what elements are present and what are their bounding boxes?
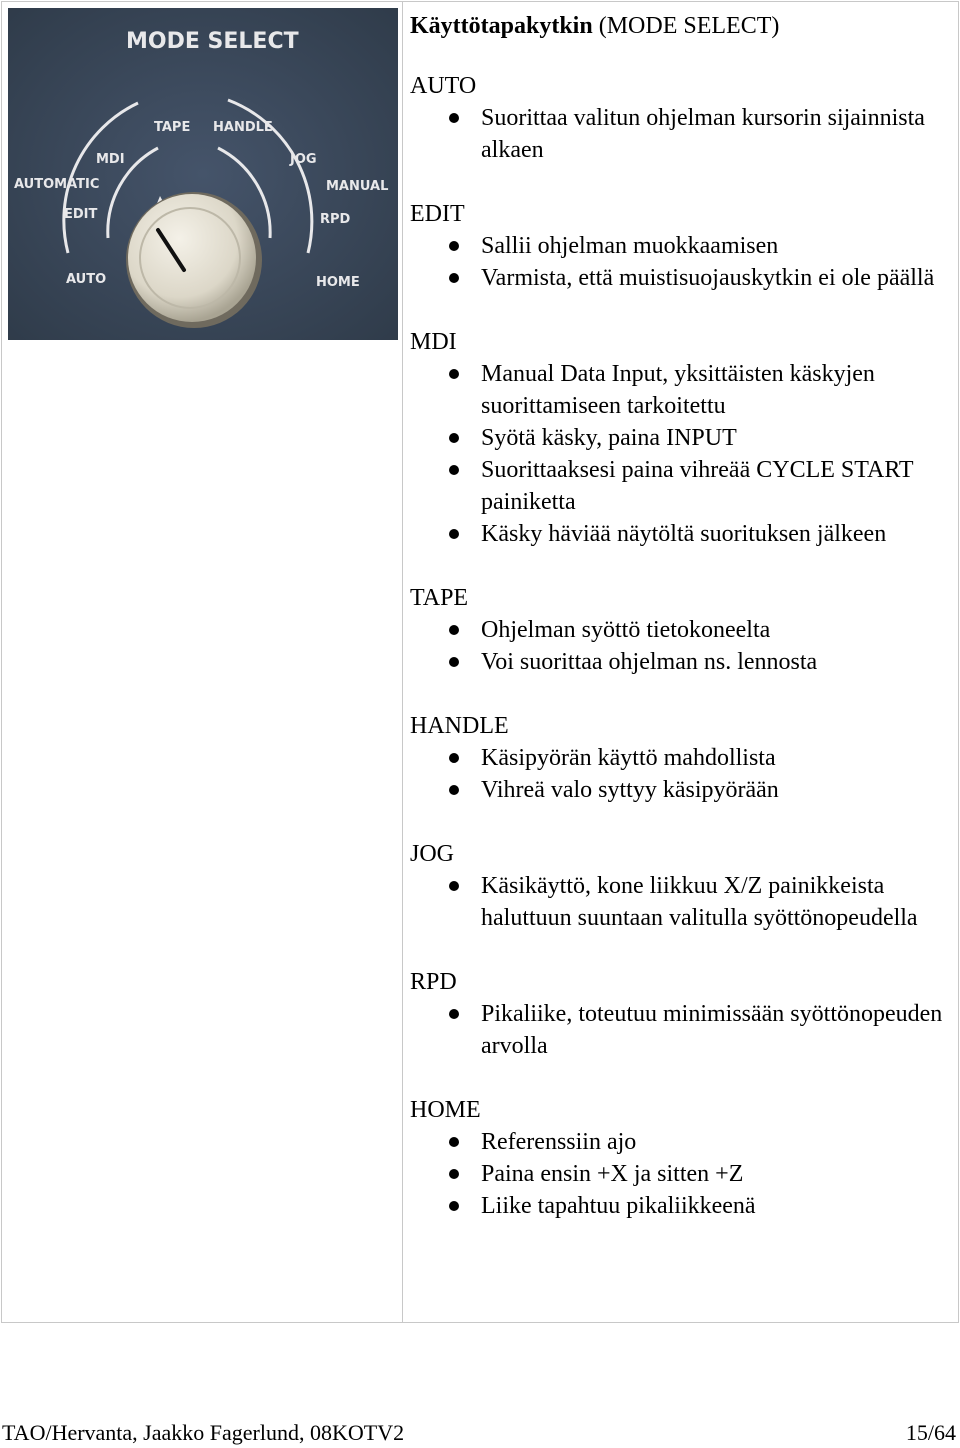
page-number: 15/64 xyxy=(905,1420,956,1445)
bullet-list xyxy=(410,998,955,1062)
list-item: Suorittaaksesi paina vihreää CYCLE START painiketta xyxy=(481,454,955,518)
list-item: Pikaliike, toteutuu minimissään syöttönopeuden arvolla xyxy=(481,998,955,1062)
list-item: Suorittaa valitun ohjelman kursorin sijainnista alkaen xyxy=(481,102,955,166)
section-edit xyxy=(410,198,955,294)
page-title xyxy=(410,10,955,42)
photo-label-handle: HANDLE xyxy=(213,120,273,135)
photo-header: MODE SELECT xyxy=(126,29,299,54)
section-handle xyxy=(410,710,955,806)
photo-label-manual: MANUAL xyxy=(326,179,389,194)
section-heading: EDIT xyxy=(410,201,465,227)
section-heading: TAPE xyxy=(410,585,469,611)
bullet-list xyxy=(410,230,955,294)
sections-list xyxy=(410,70,955,1222)
photo-label-mdi: MDI xyxy=(96,152,125,167)
section-tape xyxy=(410,582,955,678)
list-item: Käsky häviää näytöltä suorituksen jälkeen xyxy=(481,518,955,550)
list-item: Sallii ohjelman muokkaamisen xyxy=(481,230,955,262)
section-heading: RPD xyxy=(410,969,457,995)
title-bold: Käyttötapakytkin xyxy=(410,13,593,39)
photo-label-jog: JOG xyxy=(290,152,317,167)
bullet-list xyxy=(410,358,955,550)
list-item: Syötä käsky, paina INPUT xyxy=(481,422,955,454)
section-home xyxy=(410,1094,955,1222)
section-heading: HOME xyxy=(410,1097,481,1123)
bullet-list xyxy=(410,614,955,678)
photo-label-automatic: AUTOMATIC xyxy=(14,177,100,192)
section-heading: HANDLE xyxy=(410,713,509,739)
list-item: Käsipyörän käyttö mahdollista xyxy=(481,742,955,774)
footer-author: TAO/Hervanta, Jaakko Fagerlund, 08KOTV2 xyxy=(2,1420,405,1445)
list-item: Paina ensin +X ja sitten +Z xyxy=(481,1158,955,1190)
photo-label-rpd: RPD xyxy=(320,212,351,227)
section-heading: AUTO xyxy=(410,73,477,99)
mode-select-photo xyxy=(8,8,398,340)
section-jog xyxy=(410,838,955,934)
bullet-list xyxy=(410,102,955,166)
mode-description xyxy=(410,10,955,1254)
section-heading: MDI xyxy=(410,329,457,355)
list-item: Referenssiin ajo xyxy=(481,1126,955,1158)
photo-label-edit: EDIT xyxy=(64,207,98,222)
list-item: Ohjelman syöttö tietokoneelta xyxy=(481,614,955,646)
section-rpd xyxy=(410,966,955,1062)
bullet-list xyxy=(410,870,955,934)
section-heading: JOG xyxy=(410,841,455,867)
list-item: Liike tapahtuu pikaliikkeenä xyxy=(481,1190,955,1222)
title-rest: (MODE SELECT) xyxy=(592,13,780,39)
photo-label-auto: AUTO xyxy=(66,272,107,287)
bullet-list xyxy=(410,1126,955,1222)
bullet-list xyxy=(410,742,955,806)
list-item: Vihreä valo syttyy käsipyörään xyxy=(481,774,955,806)
list-item: Manual Data Input, yksittäisten käskyjen suorittamiseen tarkoitettu xyxy=(481,358,955,422)
column-divider xyxy=(402,1,403,1323)
list-item: Voi suorittaa ohjelman ns. lennosta xyxy=(481,646,955,678)
section-mdi xyxy=(410,326,955,550)
section-auto xyxy=(410,70,955,166)
photo-label-tape: TAPE xyxy=(154,120,191,135)
photo-label-home: HOME xyxy=(316,275,360,290)
list-item: Varmista, että muistisuojauskytkin ei ole päällä xyxy=(481,262,955,294)
list-item: Käsikäyttö, kone liikkuu X/Z painikkeista haluttuun suuntaan valitulla syöttönopeudella xyxy=(481,870,955,934)
